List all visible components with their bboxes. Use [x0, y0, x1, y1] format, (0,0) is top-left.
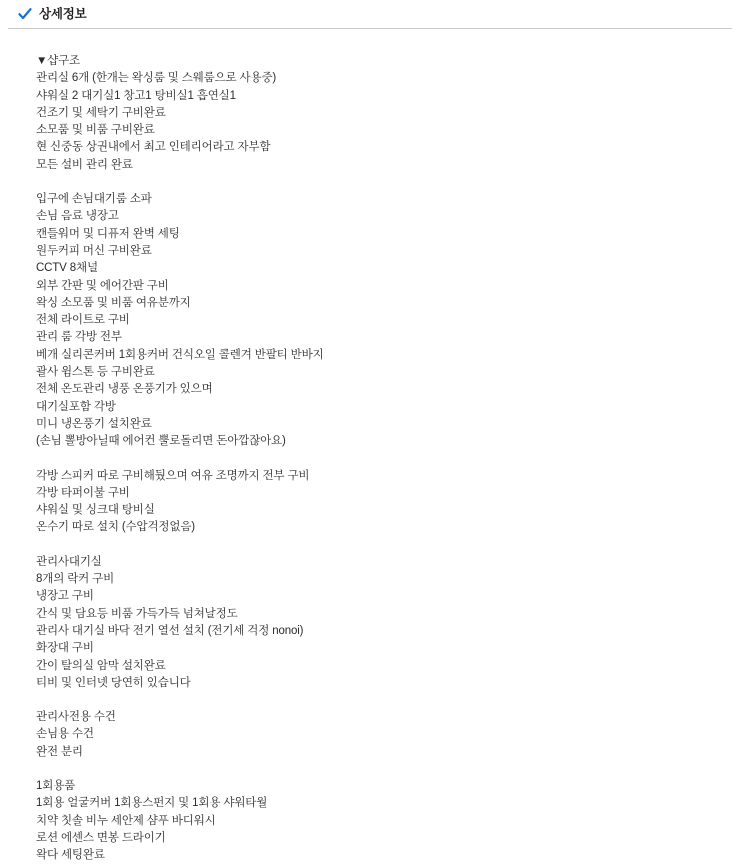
detail-content [0, 29, 740, 864]
check-icon [18, 7, 32, 21]
content-block [36, 468, 740, 537]
content-line: 관리실 6개 (한개는 왁싱룸 및 스웨룸으로 사용중) [36, 72, 277, 85]
content-line: 현 신중동 상권내에서 최고 인테리어라고 자부함 [36, 141, 271, 154]
content-line: 샤워실 및 싱크대 탕비실 [36, 504, 155, 517]
content-block [36, 778, 740, 864]
content-line: ▼샵구조 [36, 55, 80, 67]
content-line: 건조기 및 세탁기 구비완료 [36, 106, 166, 119]
content-line: 미니 냉온풍기 설치완료 [36, 417, 152, 430]
content-line: 소모품 및 비품 구비완료 [36, 124, 155, 137]
content-line: 치약 칫솔 비누 세안제 샴푸 바디워시 [36, 814, 216, 827]
content-line: 관리 룸 각방 전부 [36, 331, 122, 344]
content-line: 샤워실 2 대기실1 창고1 탕비실1 흡연실1 [36, 89, 236, 102]
content-line: 모든 설비 관리 완료 [36, 158, 133, 171]
content-line: 화장대 구비 [36, 642, 94, 655]
content-line: (손님 뽈방아닐때 에어컨 뿔로돌리면 돈아깝잖아요) [36, 435, 286, 448]
content-block [36, 554, 740, 692]
content-block [36, 191, 740, 450]
content-line: 냉장고 구비 [36, 590, 94, 603]
content-line: CCTV 8채널 [36, 262, 98, 275]
section-header [0, 0, 740, 28]
content-line: 8개의 락커 구비 [36, 573, 115, 586]
content-line: 간식 및 담요등 비품 가득가득 넘쳐날정도 [36, 607, 238, 620]
content-line: 전체 온도관리 냉풍 온풍기가 있으며 [36, 383, 213, 396]
content-line: 1회용품 [36, 779, 76, 792]
content-line: 각방 타퍼이불 구비 [36, 486, 130, 499]
content-line: 캔들워머 및 디퓨저 완벽 세팅 [36, 227, 180, 240]
content-line: 괄사 윔스톤 등 구비완료 [36, 366, 155, 379]
content-line: 간이 탈의실 암막 설치완료 [36, 659, 166, 672]
content-line: 손님용 수건 [36, 728, 94, 741]
content-line: 손님 음료 냉장고 [36, 210, 119, 223]
content-line: 원두커피 머신 구비완료 [36, 244, 152, 257]
content-line: 온수기 따로 설치 (수압걱정없음) [36, 521, 195, 534]
content-line: 왁다 세팅완료 [36, 849, 105, 862]
content-line: 전체 라이트로 구비 [36, 314, 130, 327]
content-line: 대기실포함 각방 [36, 400, 116, 413]
content-line: 관리사 대기실 바닥 전기 열선 설치 (전기세 걱정 nonoi) [36, 624, 304, 637]
content-line: 1회용 얼굴커버 1회용스펀지 및 1회용 샤워타월 [36, 797, 268, 810]
content-line: 각방 스피커 따로 구비해뒀으며 여유 조명까지 전부 구비 [36, 469, 310, 482]
content-line: 관리사전용 수건 [36, 711, 116, 724]
content-line: 완전 분리 [36, 745, 83, 758]
content-line: 티비 및 인터넷 당연히 있습니다 [36, 676, 191, 689]
content-block [36, 53, 740, 174]
page-title: 상세정보 [39, 7, 87, 21]
content-line: 로션 에센스 면봉 드라이기 [36, 831, 166, 844]
content-line: 외부 간판 및 에어간판 구비 [36, 279, 169, 292]
content-line: 입구에 손님대기룸 소파 [36, 193, 152, 206]
content-block [36, 709, 740, 761]
content-line: 베개 실리콘커버 1회용커버 건식오일 콜렌겨 반팔티 반바지 [36, 348, 324, 361]
content-line: 관리사대기실 [36, 555, 102, 568]
content-line: 왁싱 소모품 및 비품 여유분까지 [36, 296, 191, 309]
